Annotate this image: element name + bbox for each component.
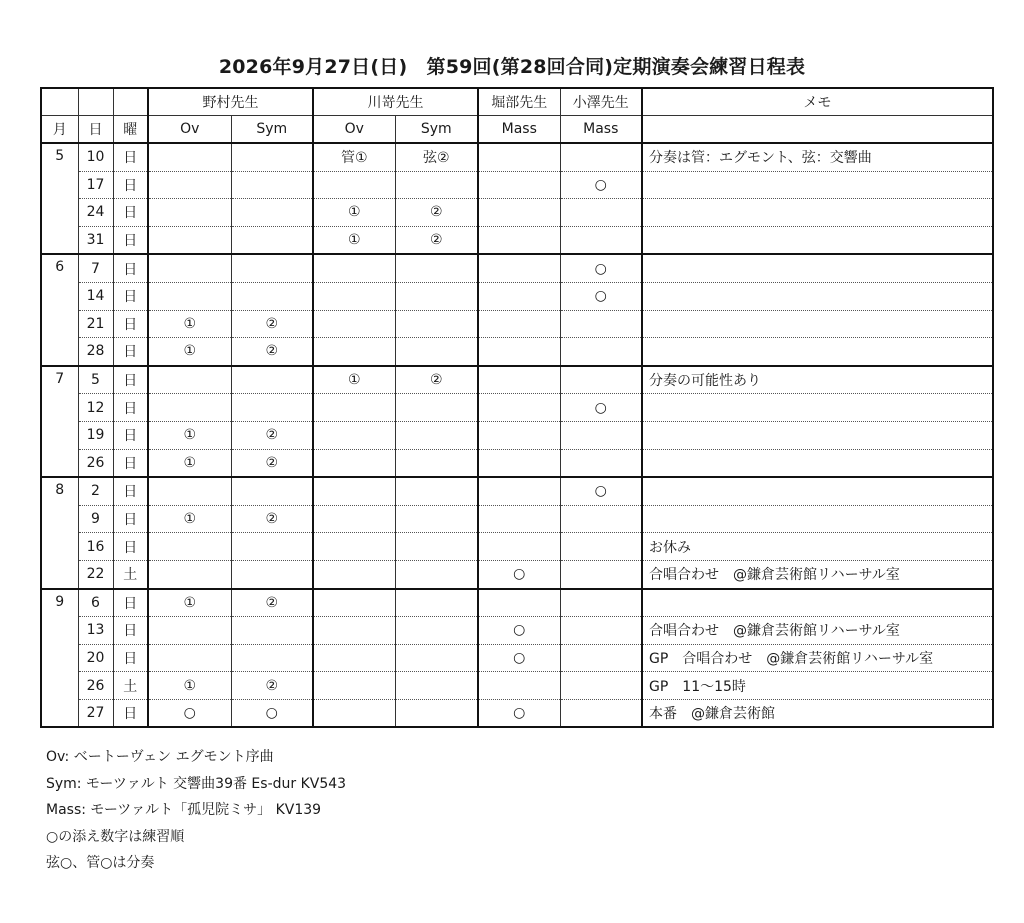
- horibe-mass-cell: [478, 143, 560, 171]
- kawasaki-ov-cell: [313, 171, 395, 199]
- kawasaki-ov-cell: [313, 505, 395, 533]
- kawasaki-sym-cell: [395, 338, 478, 366]
- table-row: [41, 449, 993, 477]
- nomura-sym-cell: [231, 226, 313, 254]
- table-row: [41, 226, 993, 254]
- horibe-mass-cell: [478, 672, 560, 700]
- kawasaki-sym-cell: ②: [395, 226, 478, 254]
- table-row: [41, 699, 993, 727]
- weekday-cell: 日: [113, 617, 148, 645]
- kawasaki-sym-cell: ②: [395, 199, 478, 227]
- weekday-cell: 日: [113, 477, 148, 505]
- kawasaki-sym-cell: [395, 254, 478, 282]
- memo-cell: [642, 199, 993, 227]
- header-nomura-ov: Ov: [148, 116, 231, 144]
- nomura-ov-cell: ①: [148, 338, 231, 366]
- nomura-sym-cell: [231, 394, 313, 422]
- weekday-cell: 日: [113, 699, 148, 727]
- weekday-cell: 日: [113, 644, 148, 672]
- kawasaki-sym-cell: [395, 421, 478, 449]
- nomura-sym-cell: [231, 560, 313, 588]
- nomura-sym-cell: ②: [231, 589, 313, 617]
- day-cell: 22: [78, 560, 113, 588]
- header-blank: [41, 88, 78, 116]
- horibe-mass-cell: [478, 254, 560, 282]
- kawasaki-ov-cell: [313, 449, 395, 477]
- nomura-ov-cell: [148, 533, 231, 561]
- nomura-ov-cell: [148, 226, 231, 254]
- kawasaki-sym-cell: [395, 449, 478, 477]
- memo-cell: [642, 589, 993, 617]
- kawasaki-sym-cell: 弦②: [395, 143, 478, 171]
- nomura-ov-cell: [148, 477, 231, 505]
- kawasaki-sym-cell: [395, 560, 478, 588]
- nomura-sym-cell: [231, 617, 313, 645]
- kawasaki-ov-cell: [313, 533, 395, 561]
- kawasaki-sym-cell: ②: [395, 366, 478, 394]
- kawasaki-sym-cell: [395, 644, 478, 672]
- header-blank: [78, 88, 113, 116]
- nomura-sym-cell: [231, 366, 313, 394]
- nomura-sym-cell: ②: [231, 338, 313, 366]
- memo-cell: [642, 171, 993, 199]
- nomura-sym-cell: [231, 533, 313, 561]
- memo-cell: [642, 477, 993, 505]
- memo-cell: [642, 421, 993, 449]
- horibe-mass-cell: [478, 171, 560, 199]
- ozawa-mass-cell: [560, 672, 642, 700]
- nomura-sym-cell: [231, 199, 313, 227]
- weekday-cell: 日: [113, 310, 148, 338]
- kawasaki-sym-cell: [395, 171, 478, 199]
- nomura-ov-cell: [148, 617, 231, 645]
- ozawa-mass-cell: [560, 143, 642, 171]
- kawasaki-ov-cell: [313, 254, 395, 282]
- nomura-ov-cell: ①: [148, 310, 231, 338]
- day-cell: 27: [78, 699, 113, 727]
- weekday-cell: 日: [113, 421, 148, 449]
- horibe-mass-cell: [478, 421, 560, 449]
- day-cell: 31: [78, 226, 113, 254]
- memo-cell: [642, 394, 993, 422]
- horibe-mass-cell: [478, 199, 560, 227]
- header-memo-blank: [642, 116, 993, 144]
- kawasaki-sym-cell: [395, 310, 478, 338]
- nomura-ov-cell: [148, 560, 231, 588]
- horibe-mass-cell: [478, 310, 560, 338]
- kawasaki-ov-cell: [313, 310, 395, 338]
- kawasaki-ov-cell: 管①: [313, 143, 395, 171]
- weekday-cell: 日: [113, 171, 148, 199]
- weekday-cell: 日: [113, 394, 148, 422]
- nomura-ov-cell: ①: [148, 589, 231, 617]
- kawasaki-ov-cell: [313, 421, 395, 449]
- weekday-cell: 日: [113, 226, 148, 254]
- table-row: [41, 171, 993, 199]
- horibe-mass-cell: [478, 533, 560, 561]
- weekday-cell: 土: [113, 672, 148, 700]
- day-cell: 26: [78, 672, 113, 700]
- month-cell: 8: [41, 477, 78, 588]
- horibe-mass-cell: [478, 394, 560, 422]
- weekday-cell: 日: [113, 366, 148, 394]
- nomura-ov-cell: ①: [148, 672, 231, 700]
- day-cell: 21: [78, 310, 113, 338]
- table-row: [41, 338, 993, 366]
- memo-cell: [642, 310, 993, 338]
- table-row: [41, 254, 993, 282]
- horibe-mass-cell: ○: [478, 699, 560, 727]
- ozawa-mass-cell: [560, 533, 642, 561]
- memo-cell: お休み: [642, 533, 993, 561]
- day-cell: 19: [78, 421, 113, 449]
- memo-cell: 本番 @鎌倉芸術館: [642, 699, 993, 727]
- kawasaki-sym-cell: [395, 699, 478, 727]
- legend-order-note: ○の添え数字は練習順: [46, 828, 185, 845]
- ozawa-mass-cell: [560, 338, 642, 366]
- kawasaki-ov-cell: ①: [313, 366, 395, 394]
- nomura-sym-cell: [231, 254, 313, 282]
- kawasaki-ov-cell: [313, 282, 395, 310]
- memo-cell: GP 合唱合わせ @鎌倉芸術館リハーサル室: [642, 644, 993, 672]
- nomura-ov-cell: [148, 644, 231, 672]
- legend: [46, 744, 346, 877]
- kawasaki-ov-cell: [313, 699, 395, 727]
- kawasaki-sym-cell: [395, 589, 478, 617]
- horibe-mass-cell: [478, 505, 560, 533]
- ozawa-mass-cell: ○: [560, 477, 642, 505]
- nomura-ov-cell: [148, 254, 231, 282]
- header-horibe-mass: Mass: [478, 116, 560, 144]
- kawasaki-sym-cell: [395, 505, 478, 533]
- month-cell: 6: [41, 254, 78, 365]
- nomura-ov-cell: ①: [148, 421, 231, 449]
- weekday-cell: 日: [113, 533, 148, 561]
- day-cell: 14: [78, 282, 113, 310]
- day-cell: 24: [78, 199, 113, 227]
- header-ozawa-mass: Mass: [560, 116, 642, 144]
- kawasaki-sym-cell: [395, 282, 478, 310]
- nomura-sym-cell: ②: [231, 421, 313, 449]
- table-row: [41, 533, 993, 561]
- memo-cell: [642, 505, 993, 533]
- header-row-teachers: [41, 88, 993, 116]
- weekday-cell: 日: [113, 143, 148, 171]
- ozawa-mass-cell: ○: [560, 254, 642, 282]
- header-kawasaki-sym: Sym: [395, 116, 478, 144]
- table-row: [41, 199, 993, 227]
- nomura-ov-cell: [148, 143, 231, 171]
- weekday-cell: 日: [113, 338, 148, 366]
- day-cell: 6: [78, 589, 113, 617]
- table-row: [41, 421, 993, 449]
- kawasaki-ov-cell: ①: [313, 226, 395, 254]
- ozawa-mass-cell: [560, 589, 642, 617]
- day-cell: 13: [78, 617, 113, 645]
- kawasaki-sym-cell: [395, 533, 478, 561]
- day-cell: 7: [78, 254, 113, 282]
- header-weekday: 曜: [113, 116, 148, 144]
- kawasaki-ov-cell: ①: [313, 199, 395, 227]
- table-row: [41, 310, 993, 338]
- horibe-mass-cell: [478, 589, 560, 617]
- kawasaki-ov-cell: [313, 477, 395, 505]
- header-ozawa: 小澤先生: [560, 88, 642, 116]
- table-row: [41, 366, 993, 394]
- horibe-mass-cell: [478, 449, 560, 477]
- table-row: [41, 143, 993, 171]
- ozawa-mass-cell: [560, 421, 642, 449]
- legend-sym: Sym: モーツァルト 交響曲39番 Es-dur KV543: [46, 775, 347, 792]
- kawasaki-ov-cell: [313, 672, 395, 700]
- nomura-sym-cell: [231, 644, 313, 672]
- day-cell: 5: [78, 366, 113, 394]
- table-row: [41, 394, 993, 422]
- day-cell: 9: [78, 505, 113, 533]
- legend-sectional-note: 弦○、管○は分奏: [46, 855, 155, 871]
- horibe-mass-cell: ○: [478, 644, 560, 672]
- nomura-sym-cell: ②: [231, 672, 313, 700]
- month-cell: 9: [41, 589, 78, 728]
- day-cell: 10: [78, 143, 113, 171]
- nomura-ov-cell: ①: [148, 505, 231, 533]
- weekday-cell: 日: [113, 254, 148, 282]
- legend-ov: Ov: ベートーヴェン エグモント序曲: [46, 749, 274, 765]
- weekday-cell: 日: [113, 505, 148, 533]
- ozawa-mass-cell: [560, 366, 642, 394]
- horibe-mass-cell: [478, 282, 560, 310]
- table-row: [41, 560, 993, 588]
- nomura-sym-cell: ②: [231, 310, 313, 338]
- day-cell: 28: [78, 338, 113, 366]
- kawasaki-ov-cell: [313, 589, 395, 617]
- table-row: [41, 644, 993, 672]
- kawasaki-sym-cell: [395, 477, 478, 505]
- ozawa-mass-cell: ○: [560, 282, 642, 310]
- ozawa-mass-cell: ○: [560, 171, 642, 199]
- nomura-sym-cell: [231, 282, 313, 310]
- horibe-mass-cell: [478, 226, 560, 254]
- kawasaki-ov-cell: [313, 644, 395, 672]
- table-row: [41, 282, 993, 310]
- day-cell: 26: [78, 449, 113, 477]
- header-month: 月: [41, 116, 78, 144]
- memo-cell: 合唱合わせ @鎌倉芸術館リハーサル室: [642, 617, 993, 645]
- nomura-sym-cell: ②: [231, 449, 313, 477]
- kawasaki-sym-cell: [395, 617, 478, 645]
- nomura-sym-cell: [231, 477, 313, 505]
- ozawa-mass-cell: [560, 199, 642, 227]
- weekday-cell: 日: [113, 589, 148, 617]
- header-row-columns: [41, 116, 993, 144]
- header-horibe: 堀部先生: [478, 88, 560, 116]
- memo-cell: 分奏の可能性あり: [642, 366, 993, 394]
- memo-cell: 分奏は管：エグモント、弦：交響曲: [642, 143, 993, 171]
- kawasaki-sym-cell: [395, 394, 478, 422]
- kawasaki-ov-cell: [313, 617, 395, 645]
- month-cell: 5: [41, 143, 78, 254]
- memo-cell: [642, 282, 993, 310]
- ozawa-mass-cell: [560, 310, 642, 338]
- weekday-cell: 日: [113, 199, 148, 227]
- memo-cell: 合唱合わせ @鎌倉芸術館リハーサル室: [642, 560, 993, 588]
- memo-cell: [642, 254, 993, 282]
- nomura-sym-cell: ②: [231, 505, 313, 533]
- ozawa-mass-cell: ○: [560, 394, 642, 422]
- nomura-ov-cell: ①: [148, 449, 231, 477]
- weekday-cell: 日: [113, 282, 148, 310]
- day-cell: 2: [78, 477, 113, 505]
- kawasaki-sym-cell: [395, 672, 478, 700]
- day-cell: 20: [78, 644, 113, 672]
- nomura-sym-cell: ○: [231, 699, 313, 727]
- weekday-cell: 土: [113, 560, 148, 588]
- nomura-ov-cell: [148, 199, 231, 227]
- legend-mass: Mass: モーツァルト「孤児院ミサ」 KV139: [46, 802, 322, 818]
- header-kawasaki-ov: Ov: [313, 116, 395, 144]
- memo-cell: GP 11～15時: [642, 672, 993, 700]
- nomura-ov-cell: [148, 394, 231, 422]
- ozawa-mass-cell: [560, 617, 642, 645]
- schedule-table: [40, 87, 994, 728]
- memo-cell: [642, 449, 993, 477]
- ozawa-mass-cell: [560, 226, 642, 254]
- horibe-mass-cell: ○: [478, 560, 560, 588]
- table-row: [41, 589, 993, 617]
- horibe-mass-cell: [478, 366, 560, 394]
- horibe-mass-cell: [478, 477, 560, 505]
- ozawa-mass-cell: [560, 560, 642, 588]
- table-row: [41, 617, 993, 645]
- header-nomura-sym: Sym: [231, 116, 313, 144]
- table-row: [41, 672, 993, 700]
- memo-cell: [642, 338, 993, 366]
- nomura-ov-cell: ○: [148, 699, 231, 727]
- header-blank: [113, 88, 148, 116]
- day-cell: 17: [78, 171, 113, 199]
- nomura-sym-cell: [231, 171, 313, 199]
- table-row: [41, 505, 993, 533]
- header-nomura: 野村先生: [148, 88, 313, 116]
- ozawa-mass-cell: [560, 505, 642, 533]
- month-cell: 7: [41, 366, 78, 477]
- page-title: 2026年9月27日(日) 第59回(第28回合同)定期演奏会練習日程表: [218, 56, 806, 78]
- kawasaki-ov-cell: [313, 560, 395, 588]
- nomura-ov-cell: [148, 282, 231, 310]
- table-row: [41, 477, 993, 505]
- horibe-mass-cell: [478, 338, 560, 366]
- ozawa-mass-cell: [560, 699, 642, 727]
- header-memo: メモ: [642, 88, 993, 116]
- horibe-mass-cell: ○: [478, 617, 560, 645]
- nomura-ov-cell: [148, 171, 231, 199]
- nomura-ov-cell: [148, 366, 231, 394]
- day-cell: 16: [78, 533, 113, 561]
- kawasaki-ov-cell: [313, 394, 395, 422]
- kawasaki-ov-cell: [313, 338, 395, 366]
- ozawa-mass-cell: [560, 449, 642, 477]
- header-kawasaki: 川嵜先生: [313, 88, 478, 116]
- weekday-cell: 日: [113, 449, 148, 477]
- ozawa-mass-cell: [560, 644, 642, 672]
- day-cell: 12: [78, 394, 113, 422]
- nomura-sym-cell: [231, 143, 313, 171]
- header-day: 日: [78, 116, 113, 144]
- memo-cell: [642, 226, 993, 254]
